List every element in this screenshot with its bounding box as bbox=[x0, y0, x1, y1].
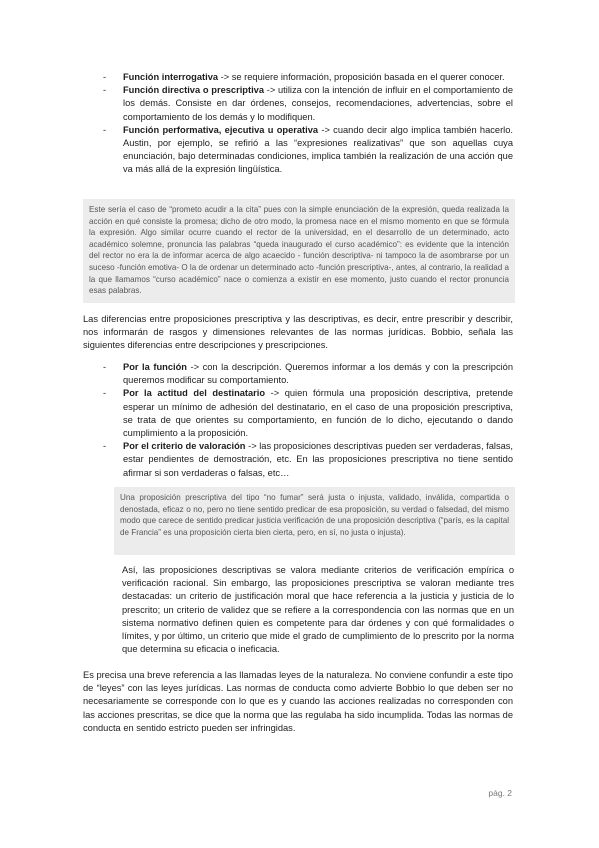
paragraph: Es precisa una breve referencia a las llamadas leyes de la naturaleza. No conviene confundir a este tipo de “leyes” con las leyes jurídicas. Las normas de conducta como advierte Bobbio lo que deben ser no necesariamente se corresponde con lo que es y cuando las acciones realizadas no corresponden con las acciones prescritas, se dice que la norma que las regulaba ha sido incumplida. Todas las normas de conducta en sentido estricto pueden ser infringidas. bbox=[83, 670, 513, 733]
list-item-text: -> utiliza con la intención de influir en el comportamiento de los demás. Consiste en dar órdenes, consejos, recomendaciones, advertencias, sobre el comportamiento de los demás y lo modifiquen. bbox=[123, 85, 513, 122]
list-item-text: -> las proposiciones descriptivas pueden ser verdaderas, falsas, estar pendientes de demostración, etc. En las proposiciones prescriptiva no tiene sentido afirmar si son verdaderas o falsas, etc… bbox=[123, 441, 513, 478]
list-item-term: Función directiva o prescriptiva bbox=[123, 85, 264, 96]
bullet-dash: - bbox=[103, 72, 107, 82]
list-item-term: Por la actitud del destinatario bbox=[123, 388, 266, 399]
function-list bbox=[103, 71, 513, 177]
list-item-term: Función performativa, ejecutiva u operativa bbox=[123, 124, 319, 135]
bullet-dash: - bbox=[103, 85, 107, 96]
list-item bbox=[103, 387, 513, 440]
paragraph: Así, las proposiciones descriptivas se valora mediante criterios de verificación empírica o verificación racional. Sin embargo, las proposiciones prescriptiva se valoran mediante tres destacadas: un criterio de justificación moral que hace referencia a la justicia y justicia de lo prescrito; un criterio de validez que se refiere a la correspondencia con las normas que en un sistema normativo definen quien es competente para dar órdenes y con qué formalidades o límites, y por último, un criterio que mide el grado de cumplimiento de lo prescrito por la norma que determina su eficacia o ineficacia. bbox=[122, 565, 514, 655]
paragraph: Las diferencias entre proposiciones prescriptiva y las descriptivas, es decir, entre prescribir y describir, nos informarán de rasgos y dimensiones relevantes de las normas jurídicas. Bobbio, señala las siguientes diferencias entre descripciones y prescripciones. bbox=[83, 314, 513, 351]
list-item-term: Por el criterio de valoración bbox=[123, 441, 246, 452]
list-item-text: -> quien fórmula una proposición descriptiva, pretende esperar un mínimo de adhesión del destinatario, en el caso de una proposición prescriptiva, se trata de que orientes su comportamiento, en función de lo dicho, ejecutando o dando cumplimiento a la proposición. bbox=[123, 388, 514, 439]
quote-text: Una proposición prescriptiva del tipo “no fumar” será justa o injusta, validado, inválida, compartida o denostada, eficaz o no, pero no tiene sentido predicar de esa proposición, su verdad o falsedad, del mismo modo que carece de sentido predicar justicia verificación de una proposición descriptiva (“parís, es la capital de Francia” es una proposición cierta bien cierta, pero, en sí, no justa o injusta). bbox=[120, 493, 509, 537]
page-number: pág. 2 bbox=[488, 788, 512, 798]
list-item-text: -> se requiere información, proposición basada en el querer conocer. bbox=[218, 72, 505, 82]
list-item bbox=[103, 124, 513, 177]
bullet-dash: - bbox=[103, 124, 107, 135]
quote-text: Este sería el caso de “prometo acudir a la cita” pues con la simple enunciación de la expresión, queda realizada la acción en qué consiste la promesa; dicho de otro modo, la promesa nace en el mismo momento en que se fórmula la expresión. Algo similar ocurre cuando el rector de la universidad, en el desarrollo de un determinado, acto académico solemne, pronuncia las palabras “queda inaugurado el curso académico”: es evidente que la intención del rector no era la de informar acerca de algo acaecido - función descriptiva- ni tampoco la de asombrarse por un suceso -función emotiva- O la de ordenar un determinado acto -función prescriptiva-, antes, al contrario, la realidad a la que llamamos “curso académico” nace o comienza a existir en ese momento, justo cuando el rector pronuncia esas palabras. bbox=[89, 205, 509, 296]
list-item-term: Función interrogativa bbox=[123, 72, 219, 82]
list-item-term: Por la función bbox=[123, 362, 187, 372]
list-item-text: -> con la descripción. Queremos informar a los demás y con la prescripción queremos modificar su comportamiento. bbox=[123, 362, 514, 386]
list-item bbox=[103, 84, 513, 124]
list-item-text: -> cuando decir algo implica también hacerlo. Austin, por ejemplo, se refirió a las “expresiones realizativas” que son aquellas cuya enunciación, bajo determinadas condiciones, implica también la realización de una acción que va más allá de la expresión lingüística. bbox=[123, 124, 513, 175]
difference-list bbox=[103, 361, 513, 480]
bullet-dash: - bbox=[103, 441, 107, 452]
quote-block bbox=[83, 199, 515, 303]
bullet-dash: - bbox=[103, 362, 107, 372]
quote-block bbox=[114, 487, 515, 555]
bullet-dash: - bbox=[103, 388, 107, 399]
list-item bbox=[103, 440, 513, 480]
list-item bbox=[103, 361, 513, 387]
list-item bbox=[103, 71, 513, 84]
